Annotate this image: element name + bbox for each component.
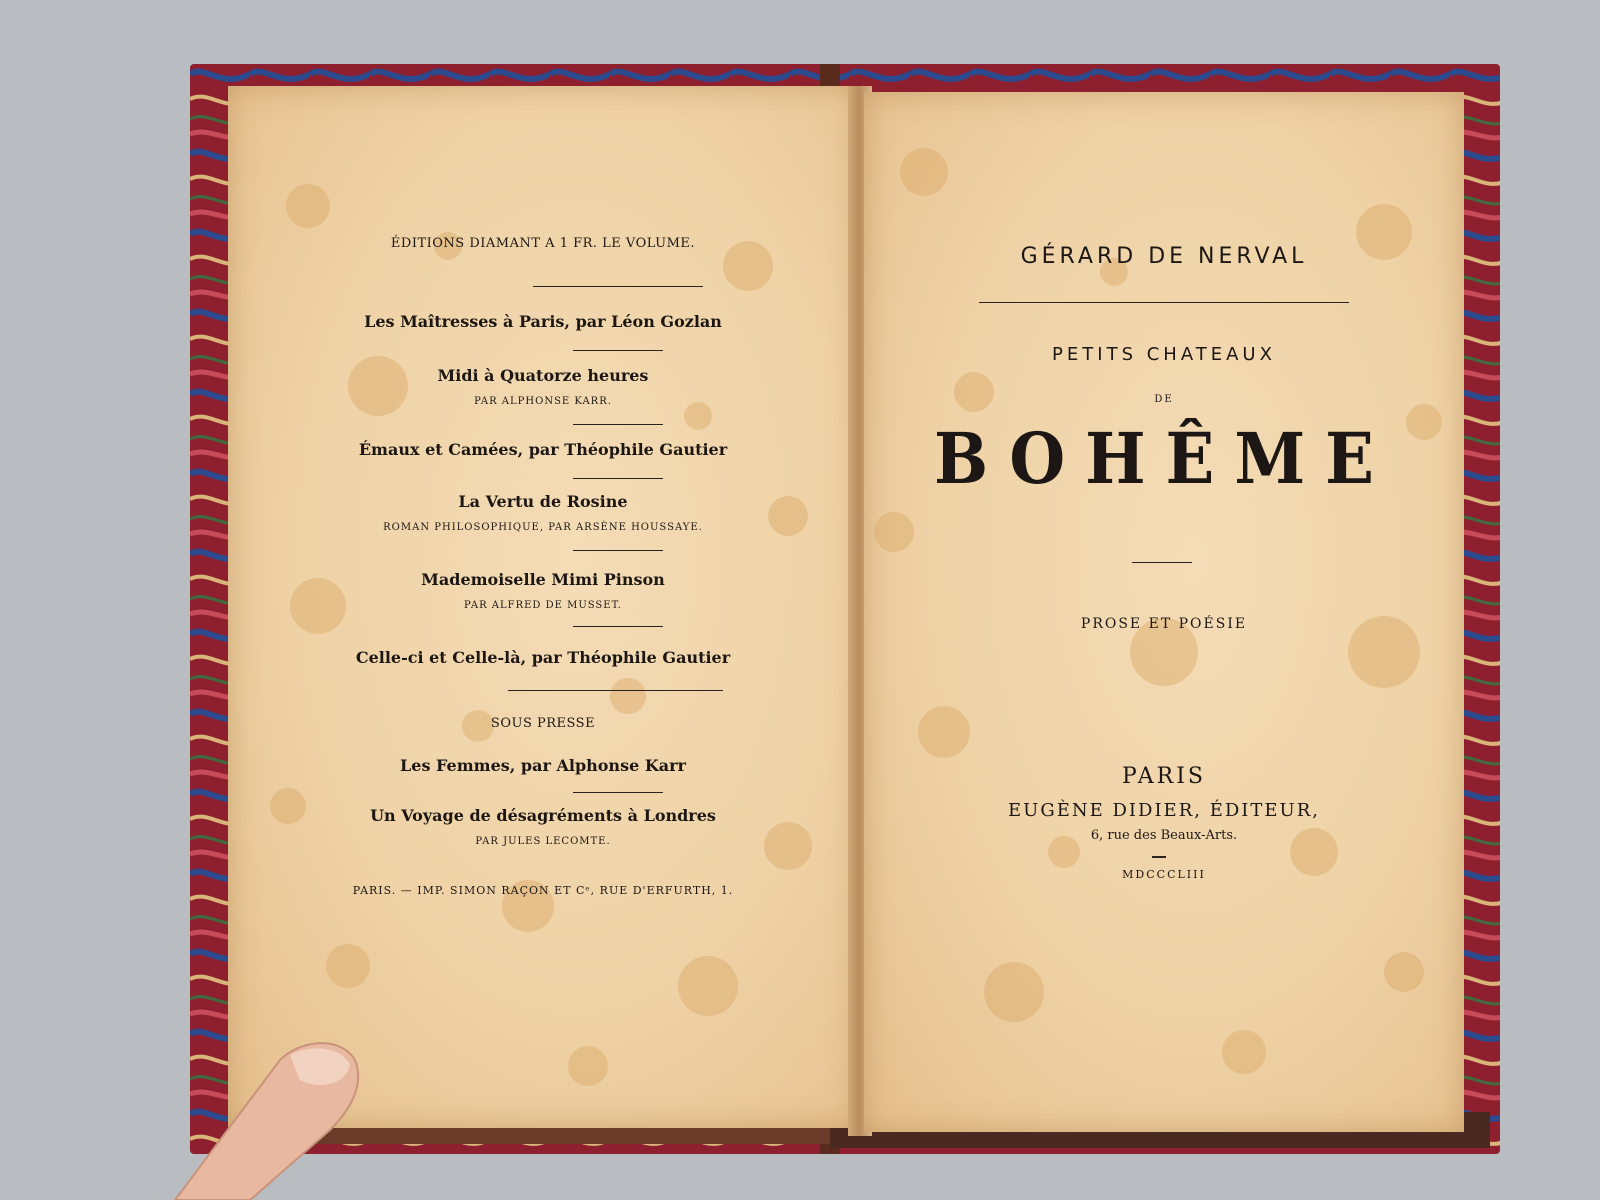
book-title: Les Maîtresses à Paris, par Léon Gozlan: [364, 312, 722, 331]
book-byline: PAR ALPHONSE KARR.: [474, 396, 612, 407]
book-title: Les Femmes, par Alphonse Karr: [400, 756, 686, 775]
book-title: Mademoiselle Mimi Pinson: [421, 570, 665, 589]
title-line-1: PETITS CHATEAUX: [1052, 344, 1276, 365]
author-name: GÉRARD DE NERVAL: [1020, 244, 1308, 269]
book-byline: ROMAN PHILOSOPHIQUE, PAR ARSÈNE HOUSSAYE.: [383, 522, 703, 533]
title-de: DE: [1154, 394, 1174, 405]
publication-year: MDCCCLIII: [1122, 868, 1206, 881]
publisher-address: 6, rue des Beaux-Arts.: [1090, 828, 1238, 843]
imprint-city: PARIS: [1122, 764, 1206, 789]
book-byline: PAR JULES LECOMTE.: [475, 836, 611, 847]
book-title: Un Voyage de désagréments à Londres: [370, 806, 716, 825]
book-title: Midi à Quatorze heures: [437, 366, 649, 385]
book-title: La Vertu de Rosine: [458, 492, 628, 511]
book-byline: PAR ALFRED DE MUSSET.: [464, 600, 622, 611]
book-title: Celle-ci et Celle-là, par Théophile Gautier: [355, 648, 731, 667]
publisher-name: EUGÈNE DIDIER, ÉDITEUR,: [1008, 800, 1320, 821]
book-title: Émaux et Camées, par Théophile Gautier: [358, 440, 728, 459]
forthcoming-heading: SOUS PRESSE: [490, 716, 596, 731]
printer-imprint: PARIS. — IMP. SIMON RAÇON ET Cᵉ, RUE D'ERFURTH, 1.: [352, 884, 734, 897]
genre-line: PROSE ET POÉSIE: [1080, 616, 1248, 632]
series-heading: ÉDITIONS DIAMANT A 1 FR. LE VOLUME.: [390, 236, 696, 251]
main-title: BOHÊME: [934, 418, 1394, 501]
